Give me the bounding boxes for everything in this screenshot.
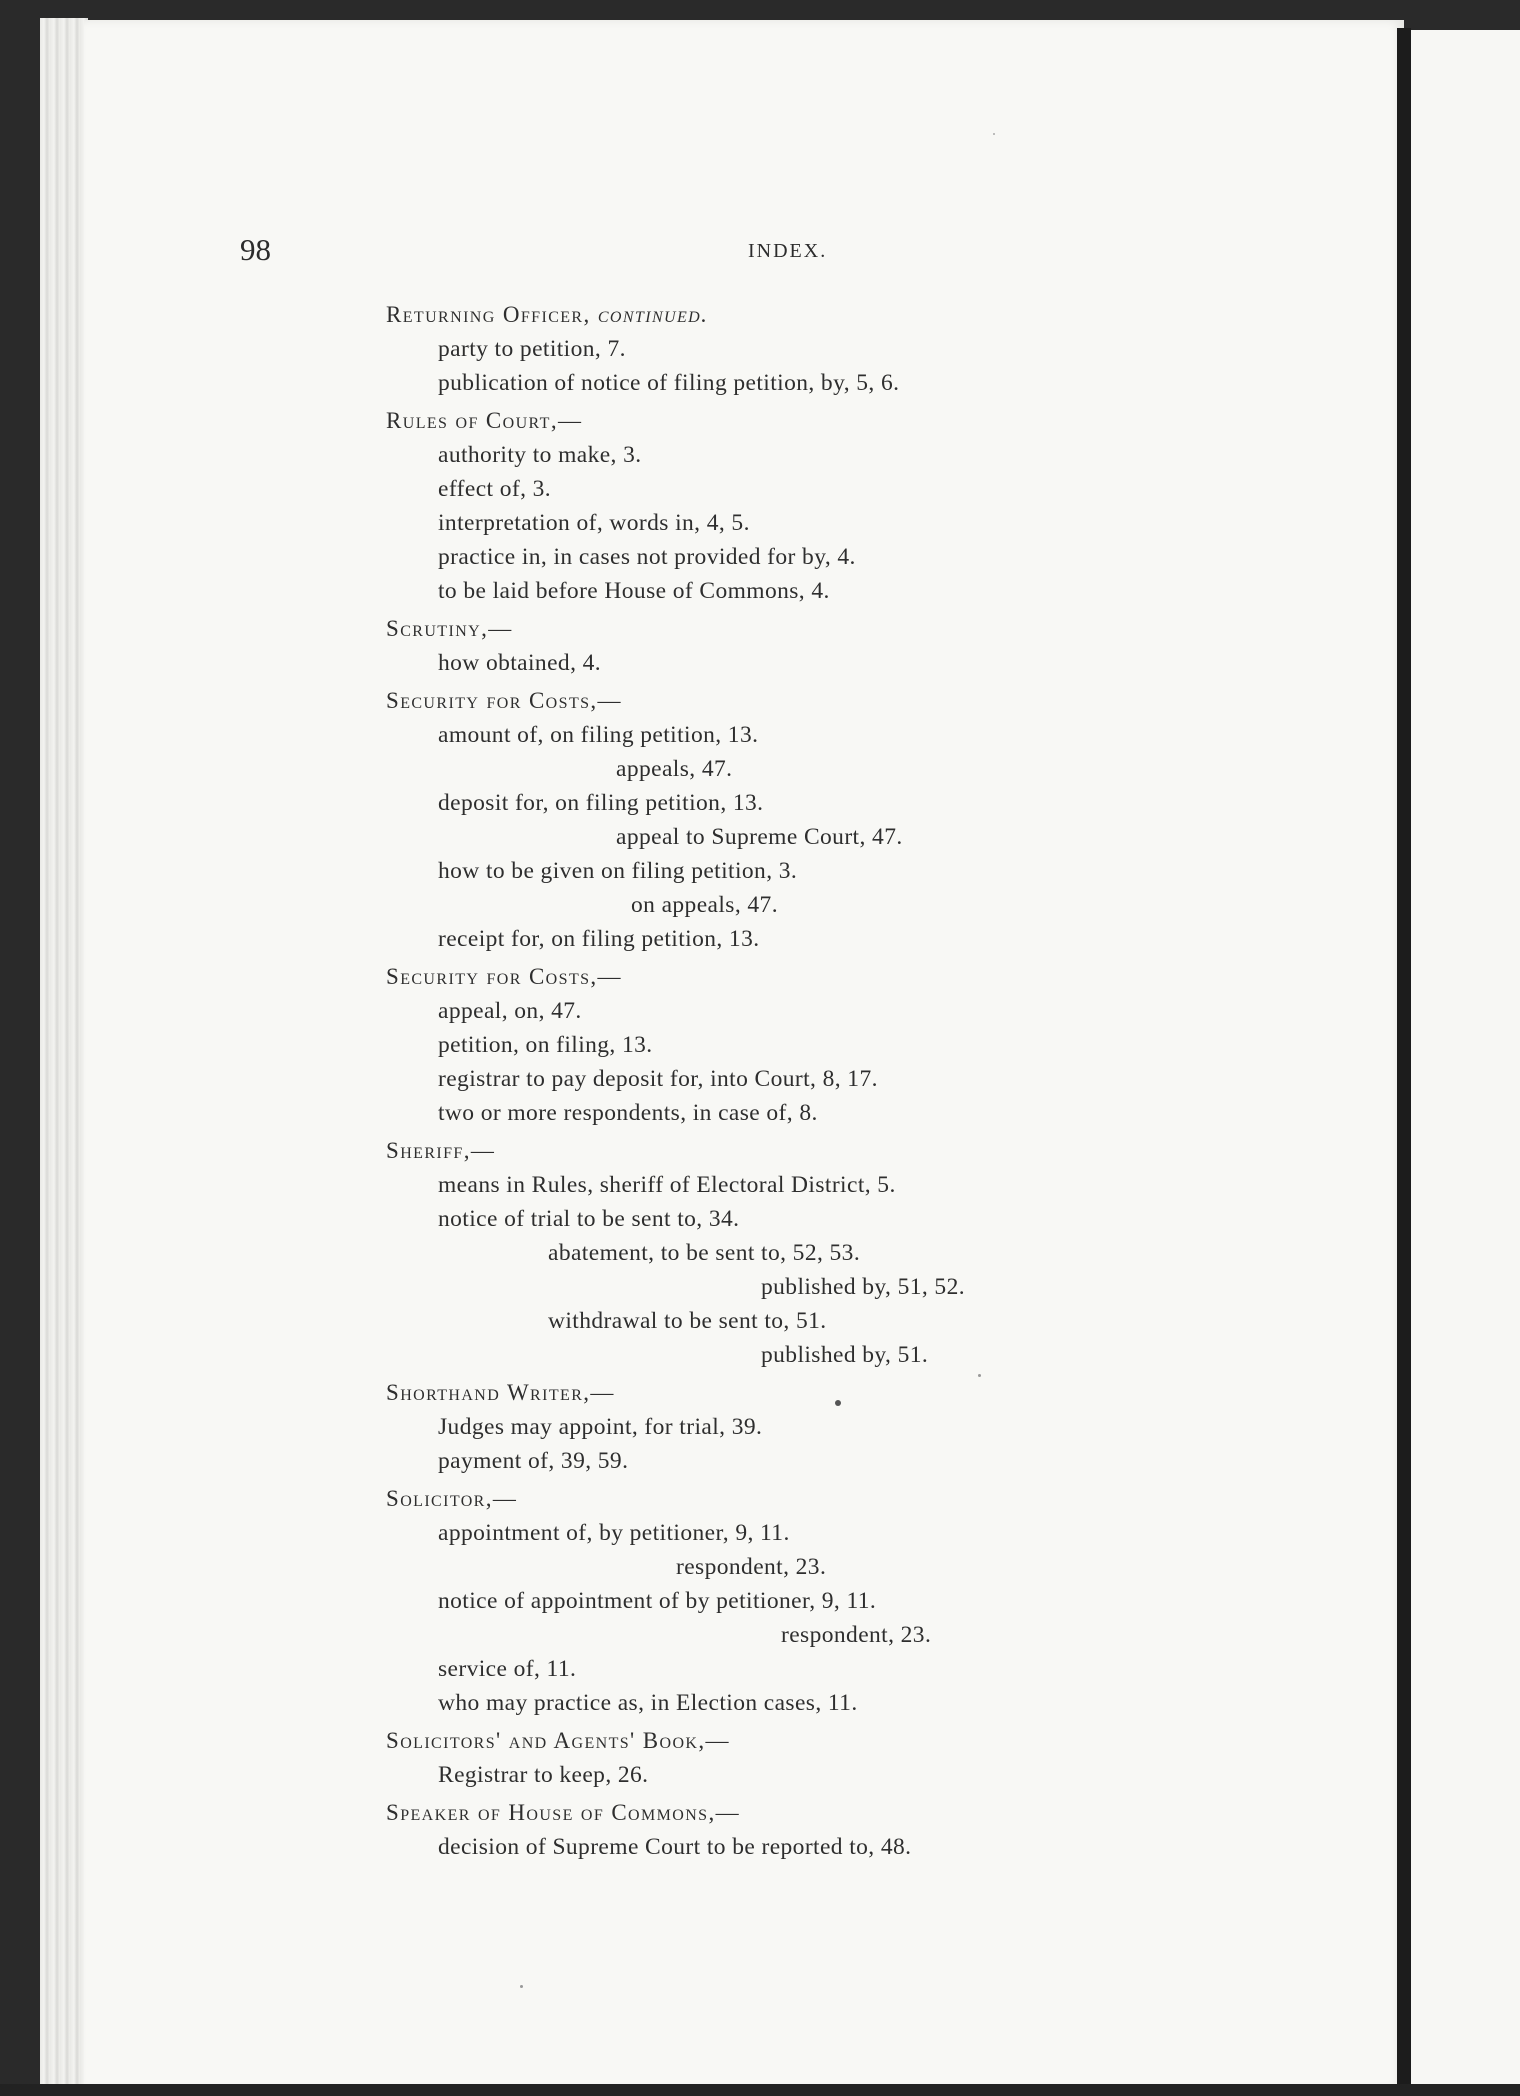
index-subentry: Judges may appoint, for trial, 39. xyxy=(438,1414,763,1440)
scan-speck xyxy=(978,1374,981,1377)
index-subentry: registrar to pay deposit for, into Court, 8, 17. xyxy=(438,1066,878,1092)
running-head: INDEX. xyxy=(748,240,828,262)
index-heading-text: Solicitors' and Agents' Book,— xyxy=(386,1728,730,1753)
page-number: 98 xyxy=(240,232,271,267)
book-gutter xyxy=(1397,28,1411,2096)
index-subentry: service of, 11. xyxy=(438,1656,577,1682)
index-subentry: effect of, 3. xyxy=(438,476,552,502)
index-subentry: publication of notice of filing petition, by, 5, 6. xyxy=(438,370,900,396)
index-subentry: respondent, 23. xyxy=(781,1622,932,1648)
scan-speck xyxy=(993,133,995,135)
index-subentry: who may practice as, in Election cases, 11. xyxy=(438,1690,858,1716)
index-subentry: appeals, 47. xyxy=(616,756,733,782)
index-subentry: authority to make, 3. xyxy=(438,442,642,468)
index-subentry: receipt for, on filing petition, 13. xyxy=(438,926,760,952)
index-heading-text: Security for Costs,— xyxy=(386,688,622,713)
index-subentry: petition, on filing, 13. xyxy=(438,1032,653,1058)
index-heading-text: Security for Costs,— xyxy=(386,964,622,989)
index-heading xyxy=(386,298,1386,332)
index-subentry: two or more respondents, in case of, 8. xyxy=(438,1100,818,1126)
index-subentry: amount of, on filing petition, 13. xyxy=(438,722,759,748)
index-subentry: withdrawal to be sent to, 51. xyxy=(548,1308,827,1334)
index-heading xyxy=(386,612,1386,646)
index-heading-text: Speaker of House of Commons,— xyxy=(386,1800,741,1825)
index-subentry: decision of Supreme Court to be reported to, 48. xyxy=(438,1834,912,1860)
index-heading xyxy=(386,404,1386,438)
index-heading xyxy=(386,1796,1386,1830)
scan-speck xyxy=(835,1400,841,1406)
index-subentry: notice of appointment of by petitioner, 9, 11. xyxy=(438,1588,877,1614)
index-subentry: published by, 51, 52. xyxy=(761,1274,966,1300)
index-heading-text: Shorthand Writer,— xyxy=(386,1380,615,1405)
index-heading xyxy=(386,1482,1386,1516)
index-subentry: notice of trial to be sent to, 34. xyxy=(438,1206,740,1232)
index-heading-text: Returning Officer, xyxy=(386,302,591,327)
index-subentry: means in Rules, sheriff of Electoral District, 5. xyxy=(438,1172,896,1198)
continued-note: continued. xyxy=(590,302,709,327)
index-subentry: Registrar to keep, 26. xyxy=(438,1762,649,1788)
index-subentry: payment of, 39, 59. xyxy=(438,1448,629,1474)
index-subentry: party to petition, 7. xyxy=(438,336,626,362)
index-subentry: practice in, in cases not provided for by, 4. xyxy=(438,544,856,570)
index-heading xyxy=(386,1376,1386,1410)
index-heading-text: Sheriff,— xyxy=(386,1138,496,1163)
page-edges xyxy=(40,18,88,2090)
index-subentry: how to be given on filing petition, 3. xyxy=(438,858,798,884)
index-heading-text: Solicitor,— xyxy=(386,1486,518,1511)
index-subentry: appointment of, by petitioner, 9, 11. xyxy=(438,1520,790,1546)
index-subentry: on appeals, 47. xyxy=(631,892,778,918)
index-subentry: published by, 51. xyxy=(761,1342,929,1368)
index-heading xyxy=(386,684,1386,718)
index-subentry: interpretation of, words in, 4, 5. xyxy=(438,510,750,536)
index-subentry: how obtained, 4. xyxy=(438,650,602,676)
scan-bottom-border xyxy=(0,2084,1520,2096)
index-heading-text: Rules of Court,— xyxy=(386,408,583,433)
index-entries xyxy=(386,294,1386,1864)
index-subentry: to be laid before House of Commons, 4. xyxy=(438,578,830,604)
index-subentry: respondent, 23. xyxy=(676,1554,827,1580)
index-heading-text: Scrutiny,— xyxy=(386,616,513,641)
facing-page-edge xyxy=(1411,30,1520,2096)
index-heading xyxy=(386,1134,1386,1168)
index-subentry: abatement, to be sent to, 52, 53. xyxy=(548,1240,861,1266)
index-heading xyxy=(386,960,1386,994)
index-subentry: deposit for, on filing petition, 13. xyxy=(438,790,764,816)
index-subentry: appeal, on, 47. xyxy=(438,998,582,1024)
scan-speck xyxy=(520,1985,523,1988)
index-subentry: appeal to Supreme Court, 47. xyxy=(616,824,903,850)
index-heading xyxy=(386,1724,1386,1758)
